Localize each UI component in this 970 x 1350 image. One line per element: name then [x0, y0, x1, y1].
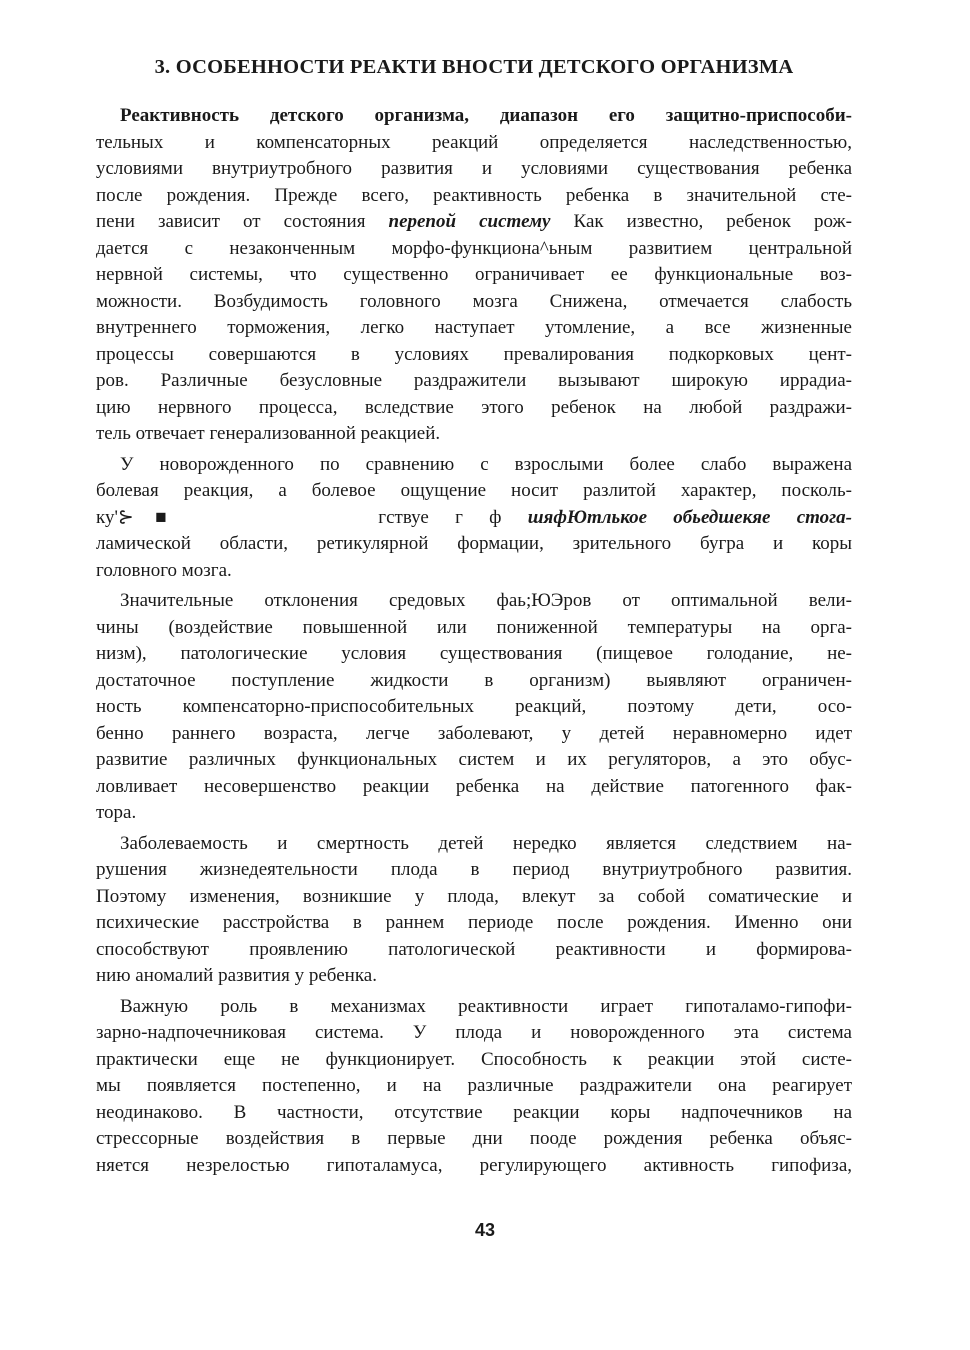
text-line: ров. Различные безусловные раздражители вызывают широкую иррадиа-	[96, 370, 852, 391]
text-line: Поэтому изменения, возникшие у плода, влекут за собой соматические и	[96, 885, 852, 907]
paragraph-5	[96, 994, 852, 1180]
text-line	[96, 209, 852, 236]
page-number: 43	[474, 1220, 496, 1240]
text-line: бенно раннего возраста, легче заболевают, у детей неравномерно идет	[96, 722, 852, 744]
text-line: внутреннего торможения, легко наступает утомление, а все жизненные	[96, 317, 852, 338]
text-line: условиями внутриутробного развития и условиями существования ребенка	[96, 158, 852, 179]
text-line: У новорожденного по сравнению с взрослыми более слабо выражена	[120, 453, 852, 475]
emphasis-text: шяфЮтлькое обьедшекяе стога-	[527, 506, 853, 528]
text-line: ламической области, ретикулярной формации, зрительного бугра и коры	[96, 533, 852, 554]
text-line: зарно-надпочечниковая система. У плода и новорожденного эта система	[96, 1022, 852, 1043]
text-line: процессы совершаются в условиях превалирования подкорковых цент-	[96, 343, 852, 365]
text-line	[96, 505, 852, 532]
text-line: нервной системы, что существенно ограничивает ее функциональные воз-	[96, 264, 852, 285]
text-line: развитие различных функциональных систем и их регуляторов, а это обус-	[96, 749, 852, 770]
text-line: после рождения. Прежде всего, реактивность ребенка в значительной сте-	[96, 184, 852, 206]
text-line: стрессорные воздействия в первые дни пооде рождения ребенка объяс-	[96, 1128, 852, 1149]
text-line: тора.	[96, 802, 137, 823]
text-line: способствуют проявлению патологической реактивности и формирова-	[96, 938, 852, 960]
text-line: Реактивность детского организма, диапазон его защитно-приспособи-	[120, 105, 852, 126]
text-line: неодинаково. В частности, отсутствие реакции коры надпочечников на	[96, 1101, 852, 1123]
text-line: няется незрелостью гипоталамуса, регулирующего активность гипофиза,	[96, 1154, 852, 1176]
text-line: ловливает несовершенство реакции ребенка на действие патогенного фак-	[96, 775, 852, 797]
text-line: Важную роль в механизмах реактивности играет гипоталамо-гипофи-	[120, 995, 852, 1017]
text-line: Заболеваемость и смертность детей нередко является следствием на-	[120, 832, 852, 854]
emphasis-text: перепой систему	[388, 211, 551, 232]
paragraph-2	[96, 452, 852, 585]
text-line: практически еще не функционирует. Способность к реакции этой систе-	[96, 1048, 852, 1070]
text-line: нию аномалий развития у ребенка.	[96, 965, 377, 986]
text-line: тель отвечает генерализованной реакцией.	[96, 423, 441, 444]
text-line: болевая реакция, а болевое ощущение носит разлитой характер, посколь-	[96, 480, 852, 501]
text-line: тельных и компенсаторных реакций определяется наследственностью,	[96, 131, 852, 153]
text-line: можности. Возбудимость головного мозга Снижена, отмечается слабость	[96, 290, 852, 312]
text-line: цию нервного процесса, вследствие этого ребенок на любой раздражи-	[96, 396, 852, 418]
page-content	[96, 56, 852, 1183]
paragraph-1	[96, 103, 852, 448]
paragraph-4	[96, 831, 852, 990]
text-run: Как известно, ребенок рож-	[550, 211, 853, 232]
text-line: достаточное поступление жидкости в организм) выявляют ограничен-	[96, 669, 852, 691]
text-line: рушения жизнедеятельности плода в период внутриутробного развития.	[96, 859, 852, 880]
section-heading: 3. ОСОБЕННОСТИ РЕАКТИ ВНОСТИ ДЕТСКОГО ОРГАНИЗМА	[154, 56, 794, 78]
text-line: низм), патологические условия существования (пищевое голодание, не-	[96, 643, 852, 664]
text-run: гствуе г ф	[378, 506, 528, 528]
text-line: головного мозга.	[96, 559, 232, 581]
text-line: чины (воздействие повышенной или пониженной температуры на орга-	[96, 616, 852, 638]
text-run: пени зависит от состояния	[96, 211, 389, 232]
text-line: Значительные отклонения средовых фаь;ЮЭров от оптимальной вели-	[120, 590, 852, 611]
text-line: психические расстройства в раннем периоде после рождения. Именно они	[96, 912, 852, 933]
text-line: дается с незаконченным морфо-функциона^ьным развитием центральной	[96, 237, 852, 259]
text-run: ку'⊱■	[96, 506, 189, 528]
text-line: ность компенсаторно-приспособительных реакций, поэтому дети, осо-	[96, 696, 852, 717]
paragraph-3	[96, 588, 852, 827]
text-line: мы появляется постепенно, и на различные раздражители она реагирует	[96, 1075, 852, 1096]
